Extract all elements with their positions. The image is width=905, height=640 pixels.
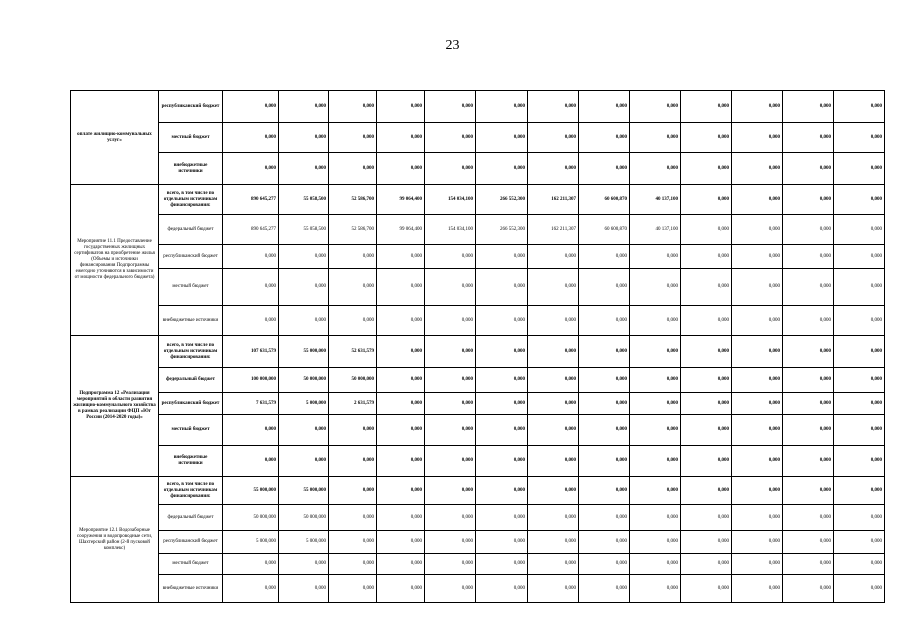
program-name-cell (71, 336, 159, 477)
funding-source-cell: всего, в том числе по отдельным источникам финансирования: (159, 185, 223, 215)
funding-source-cell: внебюджетные источники (159, 306, 223, 336)
amount-cell: 0,000 (476, 123, 528, 153)
amount-cell: 52 586,700 (329, 185, 377, 215)
funding-source-cell: местный бюджет (159, 123, 223, 153)
amount-cell: 0,000 (579, 123, 630, 153)
amount-cell: 0,000 (476, 477, 528, 505)
amount-cell: 0,000 (528, 306, 579, 336)
table-row (71, 531, 885, 554)
amount-cell: 0,000 (476, 306, 528, 336)
amount-cell: 0,000 (528, 153, 579, 185)
amount-cell: 0,000 (528, 554, 579, 575)
amount-cell: 0,000 (425, 415, 476, 446)
amount-cell: 0,000 (783, 531, 834, 554)
amount-cell: 0,000 (834, 185, 885, 215)
amount-cell: 0,000 (681, 123, 732, 153)
funding-source-cell: федеральный бюджет (159, 215, 223, 245)
amount-cell: 0,000 (834, 554, 885, 575)
amount-cell: 0,000 (329, 505, 377, 531)
amount-cell: 0,000 (579, 245, 630, 269)
funding-source-cell: всего, в том числе по отдельным источникам финансирования: (159, 336, 223, 368)
amount-cell: 0,000 (630, 575, 681, 603)
amount-cell: 154 034,100 (425, 185, 476, 215)
amount-cell: 0,000 (377, 393, 425, 415)
amount-cell: 0,000 (834, 368, 885, 393)
amount-cell: 0,000 (279, 91, 329, 123)
amount-cell: 0,000 (732, 554, 783, 575)
amount-cell: 0,000 (329, 269, 377, 306)
amount-cell: 0,000 (425, 575, 476, 603)
amount-cell: 0,000 (783, 123, 834, 153)
funding-source-cell: республиканский бюджет (159, 91, 223, 123)
amount-cell: 0,000 (329, 123, 377, 153)
amount-cell: 55 058,500 (279, 215, 329, 245)
amount-cell: 0,000 (223, 446, 279, 477)
amount-cell: 0,000 (279, 575, 329, 603)
amount-cell: 0,000 (377, 123, 425, 153)
amount-cell: 0,000 (834, 153, 885, 185)
program-name-cell (71, 477, 159, 603)
amount-cell: 0,000 (681, 415, 732, 446)
amount-cell: 0,000 (528, 123, 579, 153)
amount-cell: 0,000 (579, 306, 630, 336)
amount-cell: 0,000 (329, 446, 377, 477)
amount-cell: 0,000 (681, 153, 732, 185)
amount-cell: 0,000 (681, 505, 732, 531)
amount-cell: 0,000 (732, 505, 783, 531)
amount-cell: 0,000 (783, 91, 834, 123)
amount-cell: 52 631,579 (329, 336, 377, 368)
funding-source-cell: республиканский бюджет (159, 531, 223, 554)
amount-cell: 0,000 (834, 531, 885, 554)
amount-cell: 0,000 (528, 393, 579, 415)
amount-cell: 0,000 (377, 153, 425, 185)
amount-cell: 100 000,000 (223, 368, 279, 393)
amount-cell: 0,000 (681, 575, 732, 603)
amount-cell: 0,000 (834, 393, 885, 415)
amount-cell: 0,000 (329, 477, 377, 505)
program-name-cell (71, 91, 159, 185)
amount-cell: 50 000,000 (329, 368, 377, 393)
amount-cell: 0,000 (630, 306, 681, 336)
funding-source-cell: внебюджетные источники (159, 575, 223, 603)
amount-cell: 0,000 (834, 575, 885, 603)
table-row (71, 575, 885, 603)
amount-cell: 0,000 (476, 91, 528, 123)
amount-cell: 0,000 (834, 306, 885, 336)
table-row (71, 393, 885, 415)
amount-cell: 0,000 (279, 245, 329, 269)
amount-cell: 0,000 (630, 91, 681, 123)
amount-cell: 0,000 (425, 531, 476, 554)
amount-cell: 0,000 (476, 368, 528, 393)
amount-cell: 0,000 (476, 269, 528, 306)
amount-cell: 40 137,100 (630, 185, 681, 215)
amount-cell: 0,000 (279, 446, 329, 477)
amount-cell: 0,000 (476, 336, 528, 368)
amount-cell: 0,000 (279, 269, 329, 306)
amount-cell: 0,000 (377, 336, 425, 368)
amount-cell: 0,000 (783, 554, 834, 575)
amount-cell: 0,000 (279, 153, 329, 185)
amount-cell: 0,000 (783, 185, 834, 215)
amount-cell: 0,000 (425, 554, 476, 575)
amount-cell: 0,000 (329, 245, 377, 269)
amount-cell: 0,000 (579, 91, 630, 123)
amount-cell: 0,000 (377, 505, 425, 531)
amount-cell: 0,000 (783, 269, 834, 306)
amount-cell: 0,000 (425, 368, 476, 393)
amount-cell: 0,000 (329, 554, 377, 575)
table-row (71, 269, 885, 306)
amount-cell: 0,000 (732, 531, 783, 554)
amount-cell: 0,000 (732, 269, 783, 306)
amount-cell: 0,000 (425, 393, 476, 415)
budget-table-container (70, 90, 884, 591)
amount-cell: 0,000 (476, 393, 528, 415)
amount-cell: 0,000 (476, 245, 528, 269)
amount-cell: 0,000 (681, 245, 732, 269)
amount-cell: 0,000 (579, 269, 630, 306)
amount-cell: 52 586,700 (329, 215, 377, 245)
amount-cell: 154 034,100 (425, 215, 476, 245)
amount-cell: 0,000 (783, 153, 834, 185)
amount-cell: 0,000 (377, 477, 425, 505)
amount-cell: 0,000 (630, 368, 681, 393)
amount-cell: 0,000 (834, 477, 885, 505)
amount-cell: 55 000,000 (279, 477, 329, 505)
amount-cell: 0,000 (834, 269, 885, 306)
amount-cell: 0,000 (476, 446, 528, 477)
amount-cell: 0,000 (279, 306, 329, 336)
funding-source-cell: внебюджетные источники (159, 153, 223, 185)
amount-cell: 0,000 (834, 505, 885, 531)
amount-cell: 0,000 (579, 531, 630, 554)
table-row (71, 123, 885, 153)
amount-cell: 0,000 (329, 153, 377, 185)
amount-cell: 0,000 (834, 415, 885, 446)
amount-cell: 0,000 (783, 336, 834, 368)
amount-cell: 890 645,277 (223, 215, 279, 245)
amount-cell: 162 211,307 (528, 215, 579, 245)
funding-source-cell: федеральный бюджет (159, 505, 223, 531)
amount-cell: 0,000 (732, 185, 783, 215)
amount-cell: 0,000 (834, 336, 885, 368)
amount-cell: 0,000 (425, 91, 476, 123)
page-number: 23 (445, 38, 460, 53)
amount-cell: 0,000 (425, 477, 476, 505)
program-name: оплате жилищно-коммунальных услуг» (77, 131, 152, 143)
table-row (71, 91, 885, 123)
amount-cell: 0,000 (681, 185, 732, 215)
amount-cell: 40 137,100 (630, 215, 681, 245)
amount-cell: 7 631,579 (223, 393, 279, 415)
amount-cell: 0,000 (681, 531, 732, 554)
amount-cell: 0,000 (783, 446, 834, 477)
amount-cell: 0,000 (476, 153, 528, 185)
amount-cell: 0,000 (783, 477, 834, 505)
amount-cell: 0,000 (377, 245, 425, 269)
amount-cell: 0,000 (630, 153, 681, 185)
amount-cell: 0,000 (681, 215, 732, 245)
table-row (71, 336, 885, 368)
amount-cell: 0,000 (630, 415, 681, 446)
amount-cell: 0,000 (732, 477, 783, 505)
amount-cell: 0,000 (630, 446, 681, 477)
amount-cell: 0,000 (732, 215, 783, 245)
amount-cell: 0,000 (223, 269, 279, 306)
amount-cell: 0,000 (377, 91, 425, 123)
amount-cell: 0,000 (681, 336, 732, 368)
amount-cell: 0,000 (528, 505, 579, 531)
amount-cell: 0,000 (732, 575, 783, 603)
amount-cell: 99 064,400 (377, 185, 425, 215)
amount-cell: 0,000 (329, 575, 377, 603)
amount-cell: 0,000 (783, 393, 834, 415)
table-row (71, 477, 885, 505)
amount-cell: 0,000 (732, 306, 783, 336)
amount-cell: 0,000 (732, 415, 783, 446)
amount-cell: 5 000,000 (279, 531, 329, 554)
funding-source-cell: местный бюджет (159, 269, 223, 306)
amount-cell: 0,000 (377, 269, 425, 306)
amount-cell: 0,000 (425, 153, 476, 185)
amount-cell: 0,000 (579, 153, 630, 185)
table-row (71, 153, 885, 185)
amount-cell: 0,000 (279, 123, 329, 153)
amount-cell: 0,000 (834, 91, 885, 123)
amount-cell: 0,000 (476, 531, 528, 554)
amount-cell: 0,000 (528, 245, 579, 269)
amount-cell: 0,000 (630, 269, 681, 306)
amount-cell: 0,000 (377, 554, 425, 575)
amount-cell: 0,000 (579, 415, 630, 446)
amount-cell: 0,000 (223, 153, 279, 185)
amount-cell: 0,000 (732, 153, 783, 185)
amount-cell: 0,000 (476, 415, 528, 446)
amount-cell: 60 600,870 (579, 215, 630, 245)
amount-cell: 55 000,000 (279, 336, 329, 368)
amount-cell: 0,000 (425, 306, 476, 336)
funding-source-cell: республиканский бюджет (159, 245, 223, 269)
table-row (71, 245, 885, 269)
amount-cell: 0,000 (579, 368, 630, 393)
amount-cell: 0,000 (783, 575, 834, 603)
amount-cell: 0,000 (279, 554, 329, 575)
amount-cell: 0,000 (425, 245, 476, 269)
amount-cell: 55 058,500 (279, 185, 329, 215)
amount-cell: 0,000 (732, 91, 783, 123)
amount-cell: 0,000 (528, 336, 579, 368)
amount-cell: 0,000 (783, 245, 834, 269)
amount-cell: 0,000 (329, 531, 377, 554)
amount-cell: 0,000 (630, 245, 681, 269)
amount-cell: 0,000 (783, 505, 834, 531)
amount-cell: 0,000 (630, 554, 681, 575)
amount-cell: 0,000 (579, 446, 630, 477)
funding-source-cell: республиканский бюджет (159, 393, 223, 415)
amount-cell: 0,000 (377, 446, 425, 477)
table-row (71, 368, 885, 393)
amount-cell: 0,000 (681, 446, 732, 477)
funding-source-cell: местный бюджет (159, 554, 223, 575)
amount-cell: 0,000 (834, 215, 885, 245)
amount-cell: 5 000,000 (279, 393, 329, 415)
amount-cell: 0,000 (425, 336, 476, 368)
amount-cell: 0,000 (681, 269, 732, 306)
amount-cell: 0,000 (377, 531, 425, 554)
funding-source-cell: внебюджетные источники (159, 446, 223, 477)
amount-cell: 0,000 (476, 505, 528, 531)
program-name: Мероприятие 12.1 Водозаборные сооружения и водопроводные сети, Шахтерский район (2-й пусковой комплекс) (76, 527, 153, 551)
amount-cell: 0,000 (681, 554, 732, 575)
amount-cell: 0,000 (732, 393, 783, 415)
amount-cell: 5 000,000 (223, 531, 279, 554)
amount-cell: 55 000,000 (223, 477, 279, 505)
amount-cell: 0,000 (681, 393, 732, 415)
amount-cell: 0,000 (681, 91, 732, 123)
amount-cell: 0,000 (528, 575, 579, 603)
table-row (71, 554, 885, 575)
table-row (71, 415, 885, 446)
table-row (71, 446, 885, 477)
program-name-cell (71, 185, 159, 336)
amount-cell: 0,000 (681, 306, 732, 336)
program-name: Подпрограмма 12 «Реализация мероприятий в области развития жилищно-коммунального хозяйства в рамках реализации ФЦП «Юг России (2014-2020 годы)» (73, 391, 156, 420)
amount-cell: 266 552,300 (476, 185, 528, 215)
amount-cell: 0,000 (681, 368, 732, 393)
amount-cell: 0,000 (579, 575, 630, 603)
amount-cell: 0,000 (732, 446, 783, 477)
amount-cell: 0,000 (329, 415, 377, 446)
amount-cell: 0,000 (528, 368, 579, 393)
amount-cell: 0,000 (425, 505, 476, 531)
amount-cell: 99 064,400 (377, 215, 425, 245)
amount-cell: 0,000 (528, 415, 579, 446)
amount-cell: 0,000 (425, 446, 476, 477)
amount-cell: 0,000 (732, 336, 783, 368)
amount-cell: 0,000 (377, 368, 425, 393)
amount-cell: 0,000 (329, 91, 377, 123)
amount-cell: 0,000 (630, 393, 681, 415)
amount-cell: 0,000 (630, 477, 681, 505)
amount-cell: 0,000 (579, 393, 630, 415)
funding-source-cell: федеральный бюджет (159, 368, 223, 393)
amount-cell: 890 645,277 (223, 185, 279, 215)
amount-cell: 0,000 (732, 123, 783, 153)
amount-cell: 107 631,579 (223, 336, 279, 368)
amount-cell: 0,000 (223, 306, 279, 336)
amount-cell: 0,000 (630, 505, 681, 531)
amount-cell: 0,000 (223, 415, 279, 446)
amount-cell: 266 552,300 (476, 215, 528, 245)
amount-cell: 0,000 (528, 477, 579, 505)
amount-cell: 0,000 (377, 575, 425, 603)
funding-source-cell: всего, в том числе по отдельным источникам финансирования: (159, 477, 223, 505)
amount-cell: 50 000,000 (279, 368, 329, 393)
funding-source-cell: местный бюджет (159, 415, 223, 446)
amount-cell: 0,000 (579, 477, 630, 505)
amount-cell: 0,000 (681, 477, 732, 505)
amount-cell: 0,000 (834, 446, 885, 477)
amount-cell: 162 211,307 (528, 185, 579, 215)
program-name: Мероприятие 11.1 Предоставление государственных жилищных сертификатов на приобретение жилья (Объемы и источники финансирования Подпрограммы ежегодно уточняются в зависимости от мощности федерального бюджета) (74, 239, 155, 280)
amount-cell: 0,000 (834, 245, 885, 269)
amount-cell: 0,000 (528, 269, 579, 306)
amount-cell: 0,000 (528, 91, 579, 123)
amount-cell: 0,000 (329, 306, 377, 336)
amount-cell: 0,000 (579, 554, 630, 575)
amount-cell: 0,000 (223, 91, 279, 123)
amount-cell: 50 000,000 (223, 505, 279, 531)
amount-cell: 50 000,000 (279, 505, 329, 531)
amount-cell: 0,000 (834, 123, 885, 153)
amount-cell: 60 600,870 (579, 185, 630, 215)
amount-cell: 0,000 (783, 415, 834, 446)
table-row (71, 306, 885, 336)
budget-table-body (71, 91, 885, 603)
amount-cell: 0,000 (223, 554, 279, 575)
table-row (71, 185, 885, 215)
amount-cell: 0,000 (425, 123, 476, 153)
amount-cell: 0,000 (223, 123, 279, 153)
amount-cell: 0,000 (223, 575, 279, 603)
amount-cell: 0,000 (783, 215, 834, 245)
amount-cell: 0,000 (630, 123, 681, 153)
amount-cell: 0,000 (579, 505, 630, 531)
budget-table (70, 90, 885, 603)
amount-cell: 0,000 (630, 336, 681, 368)
amount-cell: 0,000 (279, 415, 329, 446)
amount-cell: 0,000 (223, 245, 279, 269)
amount-cell: 0,000 (732, 368, 783, 393)
amount-cell: 0,000 (476, 575, 528, 603)
amount-cell: 0,000 (476, 554, 528, 575)
amount-cell: 0,000 (377, 306, 425, 336)
amount-cell: 0,000 (630, 531, 681, 554)
amount-cell: 2 631,579 (329, 393, 377, 415)
amount-cell: 0,000 (377, 415, 425, 446)
amount-cell: 0,000 (579, 336, 630, 368)
amount-cell: 0,000 (528, 446, 579, 477)
amount-cell: 0,000 (425, 269, 476, 306)
table-row (71, 215, 885, 245)
table-row (71, 505, 885, 531)
amount-cell: 0,000 (732, 245, 783, 269)
amount-cell: 0,000 (528, 531, 579, 554)
amount-cell: 0,000 (783, 306, 834, 336)
amount-cell: 0,000 (783, 368, 834, 393)
